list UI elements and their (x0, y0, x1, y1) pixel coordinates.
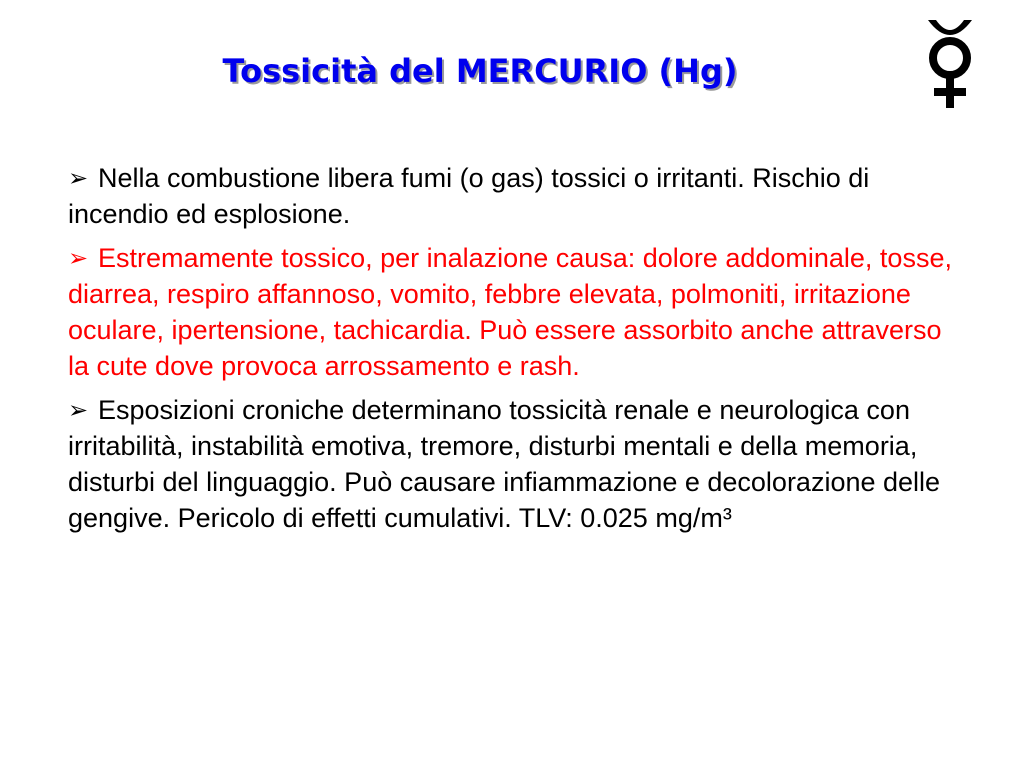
bullet-item-tossicita-acuta (68, 240, 968, 384)
bullet-item-esposizioni-croniche (68, 392, 968, 536)
bullet-text: Nella combustione libera fumi (o gas) tossici o irritanti. Rischio di incendio ed esplosione. (68, 163, 870, 229)
slide-title: Tossicità del MERCURIO (Hg) (222, 52, 738, 90)
arrow-bullet-icon: ➢ (68, 396, 89, 424)
arrow-bullet-icon: ➢ (68, 164, 89, 192)
bullet-item-combustione (68, 160, 968, 232)
arrow-bullet-icon: ➢ (68, 244, 89, 272)
mercury-symbol-icon (918, 16, 982, 112)
bullet-text: Estremamente tossico, per inalazione causa: dolore addominale, tosse, diarrea, respiro affannoso, vomito, febbre elevata, polmoniti, irritazione oculare, ipertensione, tachicardia. Può essere assorbito anche attraverso la cute dove provoca arrossamento e rash. (68, 243, 952, 381)
bullet-text: Esposizioni croniche determinano tossicità renale e neurologica con irritabilità, instabilità emotiva, tremore, disturbi mentali e della memoria, disturbi del linguaggio. Può causare infiammazione e decolorazione delle gengive. Pericolo di effetti cumulativi. TLV: 0.025 mg/m³ (68, 395, 941, 533)
bullet-list (68, 160, 968, 544)
